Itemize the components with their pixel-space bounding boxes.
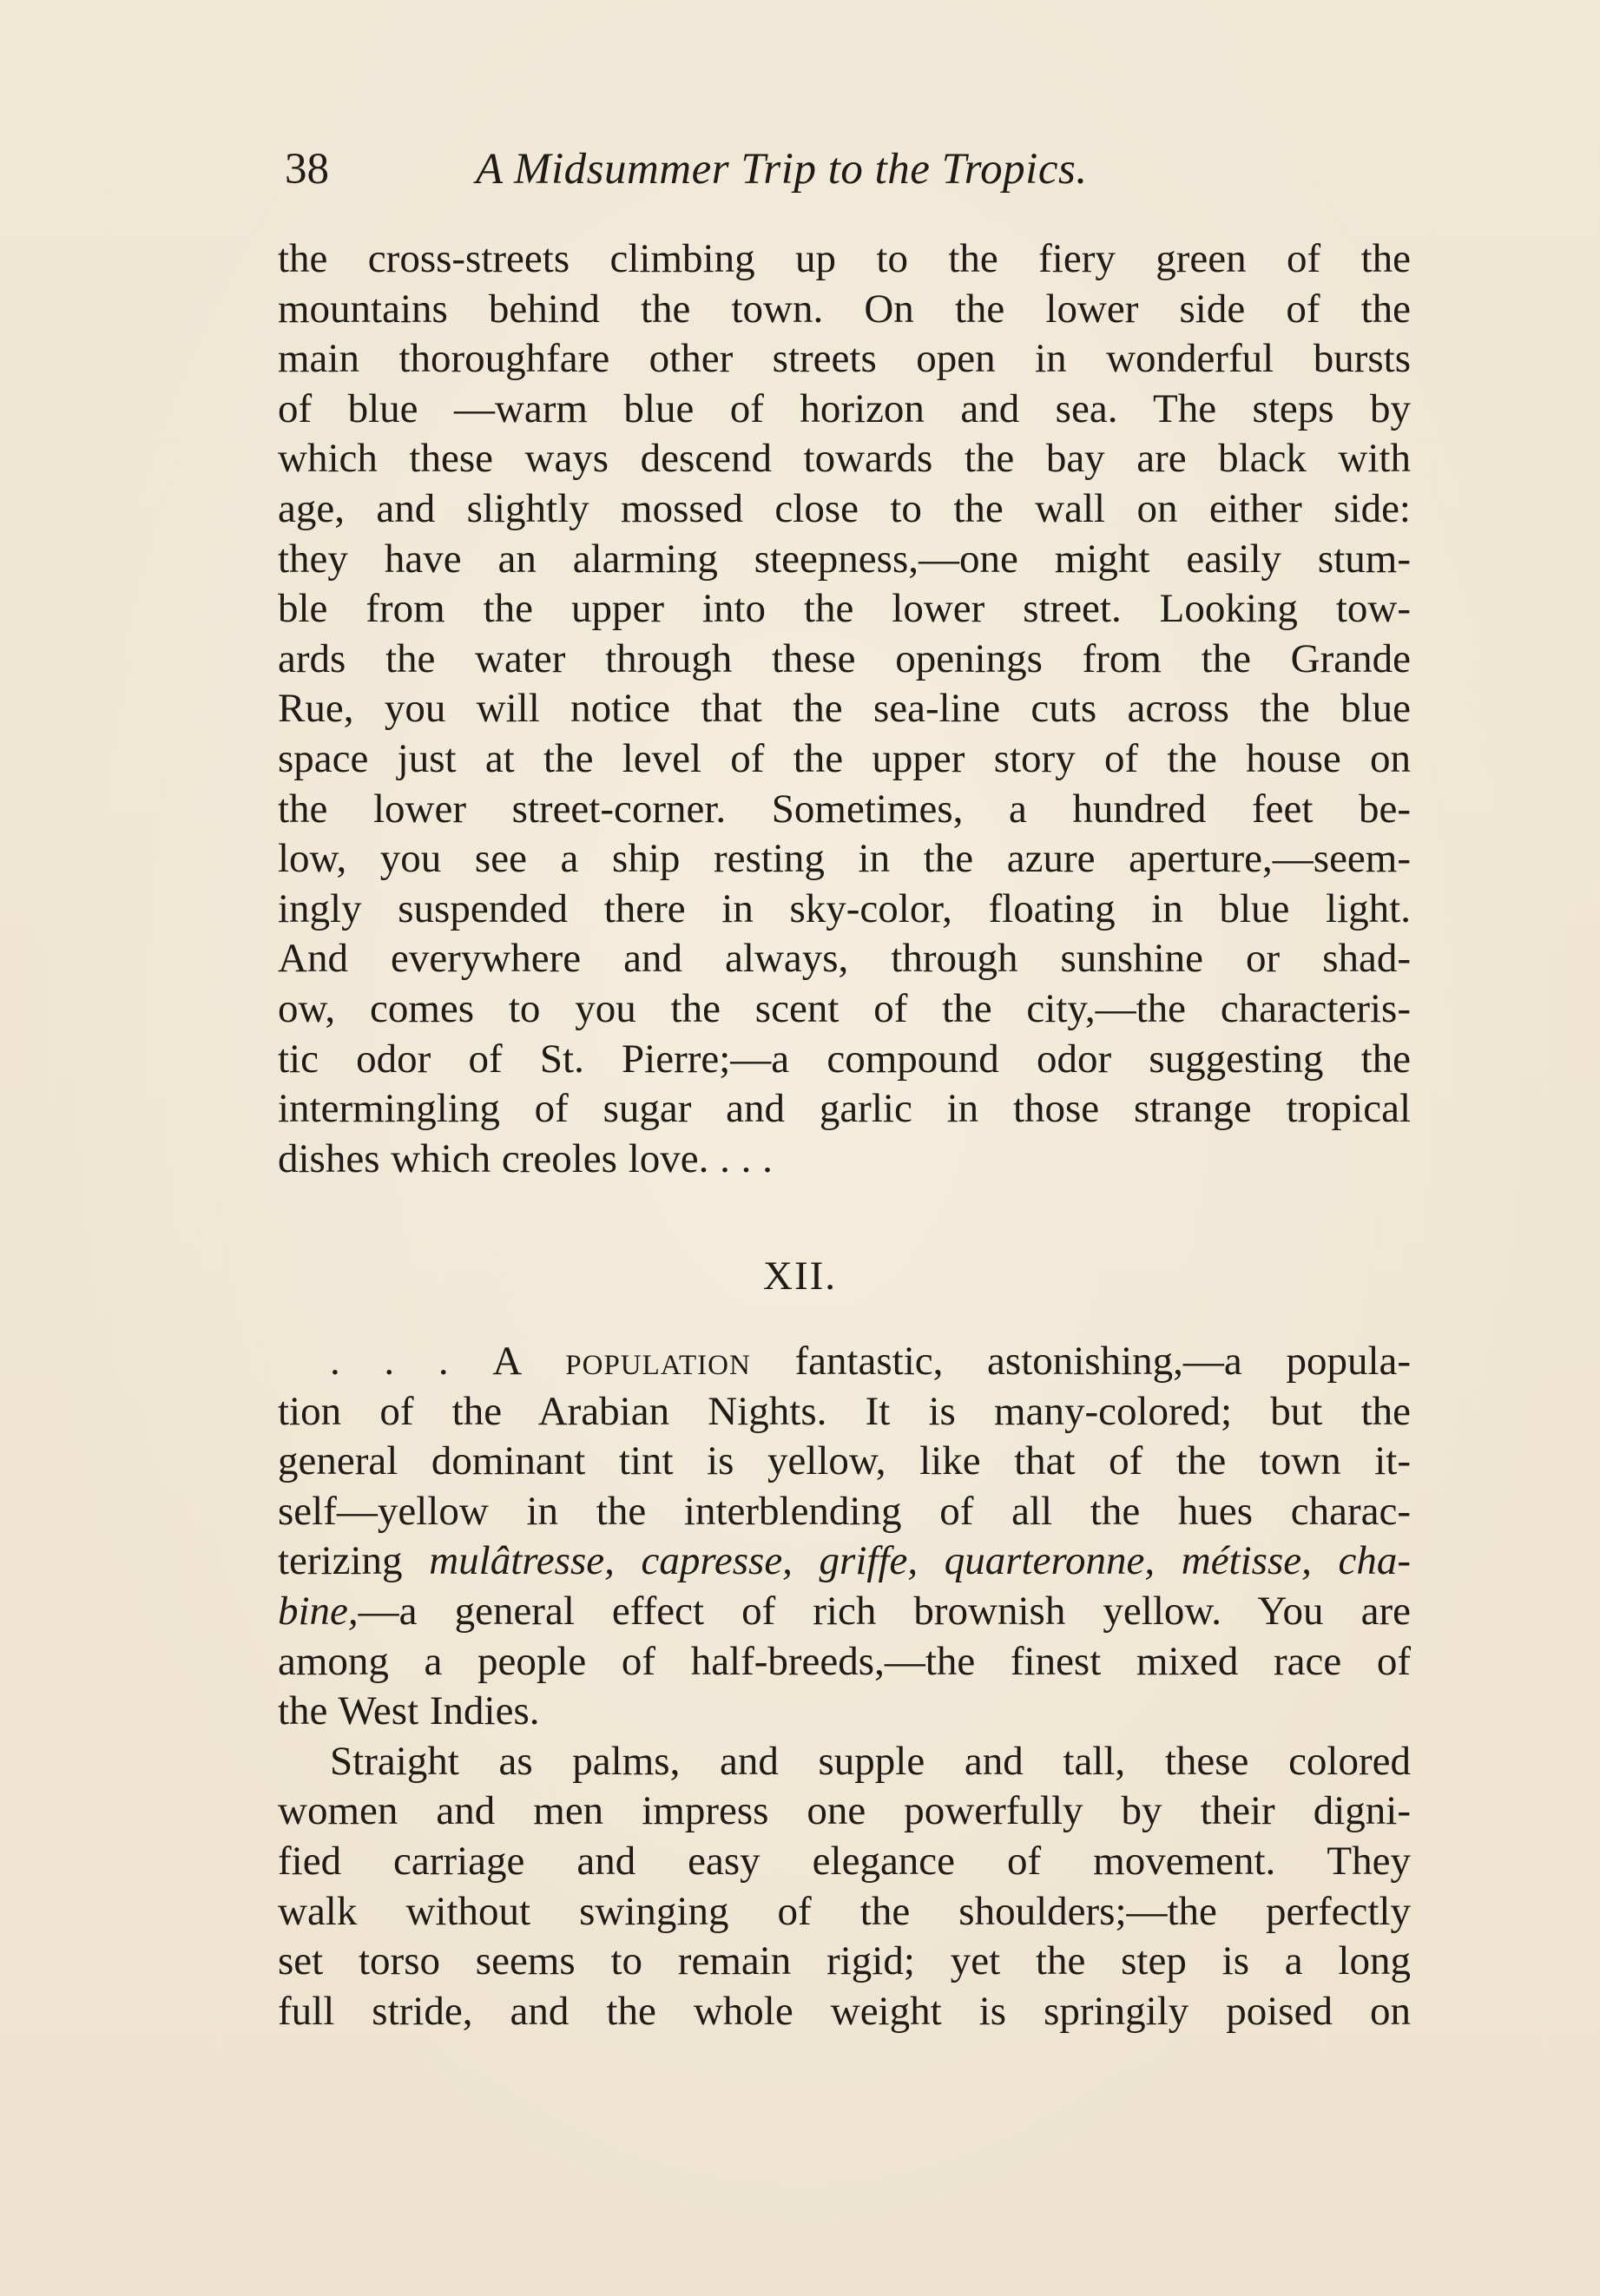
text-line	[278, 1587, 1411, 1637]
text-line: the lower street-corner. Sometimes, a hundred feet be-	[278, 786, 1411, 832]
line-text: —a general effect of rich brownish yellow. You are	[358, 1588, 1411, 1634]
ellipsis-lead: . . .	[330, 1339, 493, 1384]
line-text: terizing	[278, 1538, 430, 1584]
text-line: women and men impress one powerfully by their digni-	[278, 1788, 1411, 1834]
paragraph-continued	[278, 234, 1411, 1184]
text-line: ards the water through these openings from the Grande	[278, 635, 1411, 681]
text-line: walk without swinging of the shoulders;—the perfectly	[278, 1888, 1411, 1934]
text-line: of blue —warm blue of horizon and sea. The steps by	[278, 385, 1411, 431]
text-line: Rue, you will notice that the sea-line cuts across the blue	[278, 686, 1411, 732]
text-line: fied carriage and easy elegance of movement. They	[278, 1838, 1411, 1884]
text-line: low, you see a ship resting in the azure aperture,—seem-	[278, 836, 1411, 882]
text-line: the West Indies.	[278, 1688, 540, 1734]
text-line: tic odor of St. Pierre;—a compound odor suggesting the	[278, 1036, 1411, 1082]
line-text: fantastic, astonishing,—a popula-	[750, 1339, 1412, 1384]
text-line	[278, 1337, 1411, 1387]
text-line: dishes which creoles love. . . .	[278, 1135, 773, 1181]
text-line: mountains behind the town. On the lower side of the	[278, 286, 1411, 332]
smallcaps-lead: A population	[492, 1339, 751, 1384]
text-line: ingly suspended there in sky-color, floating in blue light.	[278, 885, 1411, 931]
text-line: ow, comes to you the scent of the city,—the characteris-	[278, 985, 1411, 1031]
page-header	[285, 139, 1413, 200]
text-line: ble from the upper into the lower street. Looking tow-	[278, 586, 1411, 632]
text-line: among a people of half-breeds,—the finest mixed race of	[278, 1638, 1411, 1684]
italic-terms: bine,	[278, 1588, 359, 1634]
text-line: space just at the level of the upper story of the house on	[278, 735, 1411, 781]
text-line	[278, 1536, 1411, 1587]
section-heading: XII.	[763, 1253, 837, 1299]
page-number: 38	[285, 145, 329, 194]
text-line: the cross-streets climbing up to the fiery green of the	[278, 236, 1411, 281]
text-line: self—yellow in the interblending of all the hues charac-	[278, 1488, 1411, 1534]
text-line: set torso seems to remain rigid; yet the step is a long	[278, 1938, 1411, 1984]
text-line: general dominant tint is yellow, like that of the town it-	[278, 1438, 1411, 1484]
text-line: full stride, and the whole weight is springily poised on	[278, 1988, 1411, 2034]
text-line: they have an alarming steepness,—one might easily stum-	[278, 536, 1411, 582]
text-line: which these ways descend towards the bay are black with	[278, 436, 1411, 482]
text-line: main thoroughfare other streets open in wonderful bursts	[278, 336, 1411, 382]
text-line: intermingling of sugar and garlic in those strange tropical	[278, 1086, 1411, 1132]
italic-terms: mulâtresse, capresse, griffe, quarteronne, métisse, cha-	[429, 1538, 1411, 1584]
running-title: A Midsummer Trip to the Tropics.	[476, 145, 1088, 194]
text-line: age, and slightly mossed close to the wall on either side:	[278, 485, 1411, 531]
text-line: Straight as palms, and supple and tall, these colored	[330, 1738, 1411, 1784]
section-body	[278, 1337, 1411, 2036]
text-line: tion of the Arabian Nights. It is many-colored; but the	[278, 1388, 1411, 1434]
text-line: And everywhere and always, through sunshine or shad-	[278, 936, 1411, 982]
